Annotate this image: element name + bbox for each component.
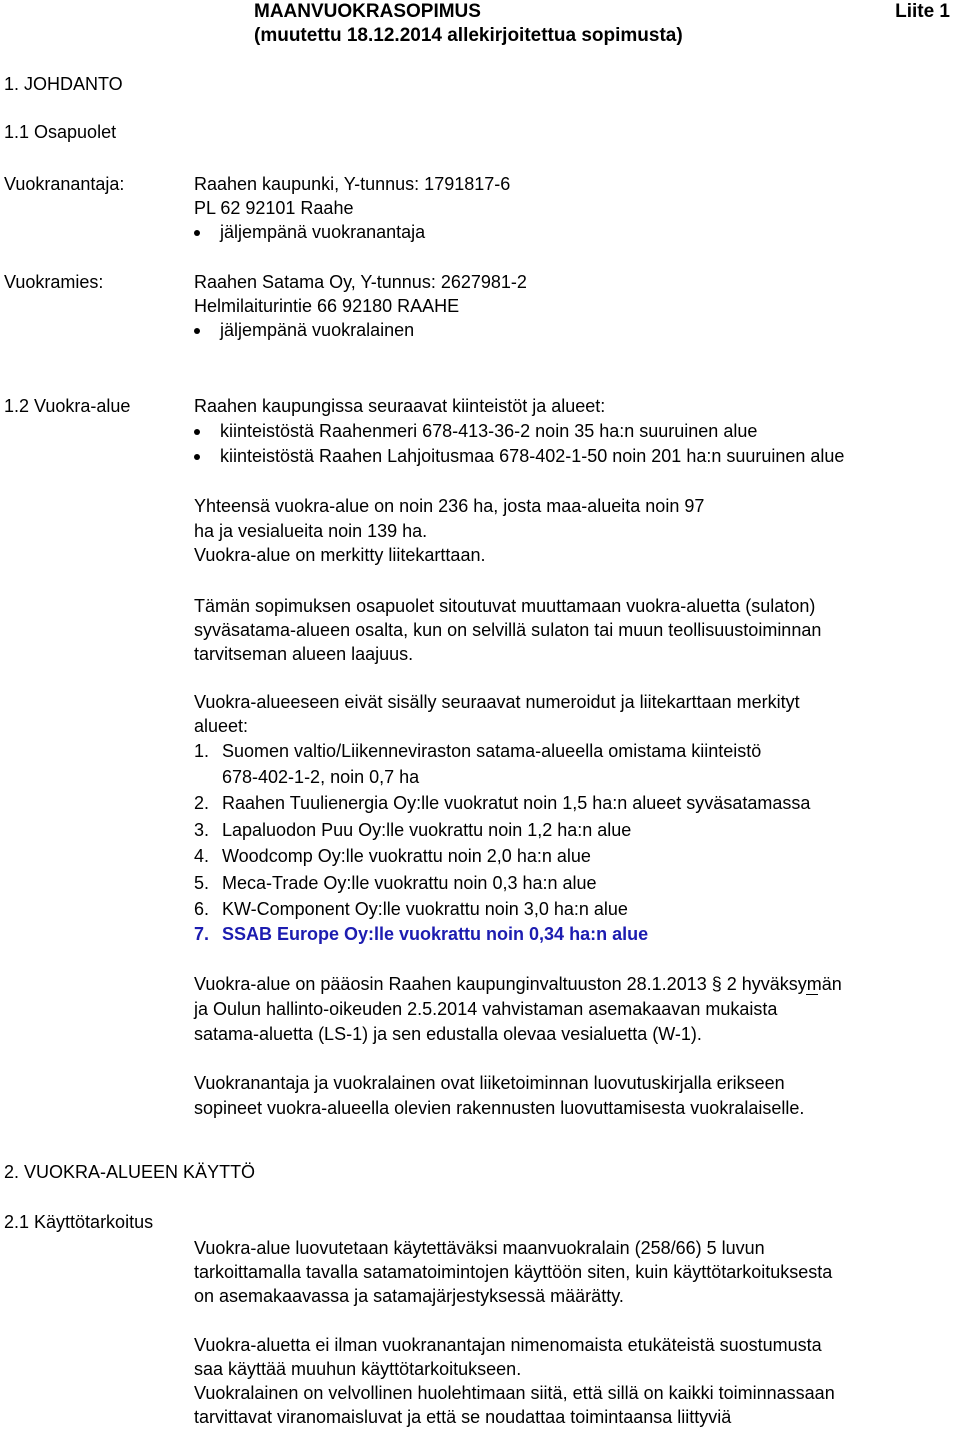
section-2-1-heading: 2.1 Käyttötarkoitus bbox=[4, 1212, 154, 1232]
excluded-item-number: 3. bbox=[194, 820, 210, 840]
para3-line-2: sopineet vuokra-alueella olevien rakennusten luovuttamisesta vuokralaiselle. bbox=[194, 1098, 805, 1118]
use-para2-line-3: Vuokralainen on velvollinen huolehtimaan siitä, että sillä on kaikki toiminnassaan bbox=[194, 1383, 835, 1403]
excluded-item-number: 1. bbox=[194, 741, 210, 761]
lessee-label: Vuokramies: bbox=[4, 272, 104, 292]
excluded-intro-2: alueet: bbox=[194, 716, 249, 736]
use-para2-line-1: Vuokra-aluetta ei ilman vuokranantajan nimenomaista etukäteistä suostumusta bbox=[194, 1335, 822, 1355]
para3-line-1: Vuokranantaja ja vuokralainen ovat liiketoiminnan luovutuskirjalla erikseen bbox=[194, 1073, 785, 1093]
appendix-label: Liite 1 bbox=[895, 1, 950, 22]
lessor-line-1: Raahen kaupunki, Y-tunnus: 1791817-6 bbox=[194, 174, 511, 194]
excluded-item-number: 6. bbox=[194, 899, 210, 919]
para2-line-2: ja Oulun hallinto-oikeuden 2.5.2014 vahvistaman asemakaavan mukaista bbox=[194, 999, 778, 1019]
bullet-icon bbox=[194, 454, 200, 460]
section-1-2-heading: 1.2 Vuokra-alue bbox=[4, 396, 131, 416]
document-subtitle: (muutettu 18.12.2014 allekirjoitettua sopimusta) bbox=[254, 25, 683, 46]
para2-line-1: Vuokra-alue on pääosin Raahen kaupunginvaltuuston 28.1.2013 § 2 hyväksymän bbox=[194, 974, 842, 994]
para1-line-1: Tämän sopimuksen osapuolet sitoutuvat muuttamaan vuokra-aluetta (sulaton) bbox=[194, 596, 816, 616]
use-para2-line-2: saa käyttää muuhun käyttötarkoitukseen. bbox=[194, 1359, 522, 1379]
excluded-item-text: 678-402-1-2, noin 0,7 ha bbox=[222, 767, 420, 787]
para1-line-2: syväsatama-alueen osalta, kun on selvillä sulaton tai muun teollisuustoiminnan bbox=[194, 620, 822, 640]
area-bullet-text: kiinteistöstä Raahen Lahjoitusmaa 678-402-1-50 noin 201 ha:n suuruinen alue bbox=[220, 446, 845, 466]
bullet-icon bbox=[194, 328, 200, 334]
excluded-item-text: Lapaluodon Puu Oy:lle vuokrattu noin 1,2 ha:n alue bbox=[222, 820, 632, 840]
area-intro: Raahen kaupungissa seuraavat kiinteistöt ja alueet: bbox=[194, 396, 606, 416]
excluded-item-number: 4. bbox=[194, 846, 210, 866]
use-para2-line-4: tarvittavat viranomaisluvat ja että se noudattaa toimintaansa liittyviä bbox=[194, 1407, 732, 1427]
para2-line-3: satama-aluetta (LS-1) ja sen edustalla olevaa vesialuetta (W-1). bbox=[194, 1024, 702, 1044]
excluded-item-number: 7. bbox=[194, 924, 210, 944]
section-1-heading: 1. JOHDANTO bbox=[4, 74, 123, 94]
excluded-item-text: Woodcomp Oy:lle vuokrattu noin 2,0 ha:n alue bbox=[222, 846, 591, 866]
excluded-item-number: 2. bbox=[194, 793, 210, 813]
total-line-1: Yhteensä vuokra-alue on noin 236 ha, josta maa-alueita noin 97 bbox=[194, 496, 705, 516]
lessee-line-1: Raahen Satama Oy, Y-tunnus: 2627981-2 bbox=[194, 272, 527, 292]
lessor-line-2: PL 62 92101 Raahe bbox=[194, 198, 354, 218]
document-title: MAANVUOKRASOPIMUS bbox=[254, 1, 481, 22]
section-sign-underline bbox=[806, 994, 818, 995]
excluded-intro-1: Vuokra-alueeseen eivät sisälly seuraavat numeroidut ja liitekarttaan merkityt bbox=[194, 692, 800, 712]
para1-line-3: tarvitseman alueen laajuus. bbox=[194, 644, 414, 664]
total-line-3: Vuokra-alue on merkitty liitekarttaan. bbox=[194, 545, 486, 565]
section-1-1-heading: 1.1 Osapuolet bbox=[4, 122, 117, 142]
lessee-line-2: Helmilaiturintie 66 92180 RAAHE bbox=[194, 296, 460, 316]
use-para1-line-1: Vuokra-alue luovutetaan käytettäväksi maanvuokralain (258/66) 5 luvun bbox=[194, 1238, 765, 1258]
total-line-2: ha ja vesialueita noin 139 ha. bbox=[194, 521, 428, 541]
excluded-item-text: SSAB Europe Oy:lle vuokrattu noin 0,34 ha:n alue bbox=[222, 924, 649, 944]
excluded-item-text: Suomen valtio/Liikenneviraston satama-alueella omistama kiinteistö bbox=[222, 741, 762, 761]
excluded-item-text: KW-Component Oy:lle vuokrattu noin 3,0 ha:n alue bbox=[222, 899, 628, 919]
lessee-bullet-text: jäljempänä vuokralainen bbox=[220, 320, 415, 340]
use-para1-line-3: on asemakaavassa ja satamajärjestyksessä määrätty. bbox=[194, 1286, 624, 1306]
bullet-icon bbox=[194, 230, 200, 236]
bullet-icon bbox=[194, 429, 200, 435]
lessor-label: Vuokranantaja: bbox=[4, 174, 125, 194]
excluded-item-text: Meca-Trade Oy:lle vuokrattu noin 0,3 ha:n alue bbox=[222, 873, 597, 893]
excluded-item-text: Raahen Tuulienergia Oy:lle vuokratut noin 1,5 ha:n alueet syväsatamassa bbox=[222, 793, 811, 813]
area-bullet-text: kiinteistöstä Raahenmeri 678-413-36-2 noin 35 ha:n suuruinen alue bbox=[220, 421, 758, 441]
use-para1-line-2: tarkoittamalla tavalla satamatoimintojen käyttöön siten, kuin käyttötarkoituksesta bbox=[194, 1262, 833, 1282]
excluded-item-number: 5. bbox=[194, 873, 210, 893]
section-2-heading: 2. VUOKRA-ALUEEN KÄYTTÖ bbox=[4, 1162, 256, 1182]
lessor-bullet-text: jäljempänä vuokranantaja bbox=[220, 222, 426, 242]
